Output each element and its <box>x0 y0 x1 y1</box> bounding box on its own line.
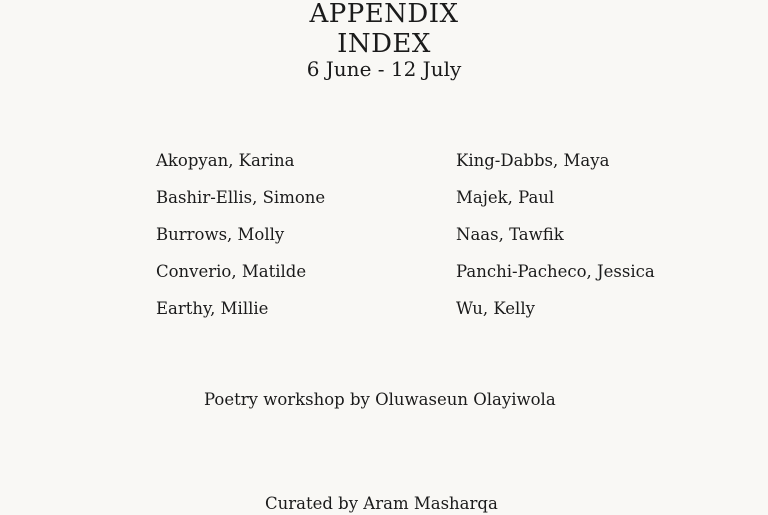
index-column-left <box>156 150 325 335</box>
date-range: 6 June - 12 July <box>306 57 462 81</box>
page-subtitle: INDEX <box>337 29 431 59</box>
index-entry: Bashir-Ellis, Simone <box>156 188 326 207</box>
index-entry: Naas, Tawfik <box>456 225 564 244</box>
index-entry: King-Dabbs, Maya <box>456 151 610 170</box>
curator-credit: Curated by Aram Masharqa <box>265 494 498 513</box>
index-entry: Wu, Kelly <box>456 299 535 318</box>
index-entry: Burrows, Molly <box>156 225 285 244</box>
index-entry: Akopyan, Karina <box>156 151 295 170</box>
index-entry: Converio, Matilde <box>156 262 307 281</box>
index-entry: Earthy, Millie <box>156 299 269 318</box>
index-entry: Majek, Paul <box>456 188 555 207</box>
index-entry: Panchi-Pacheco, Jessica <box>456 262 655 281</box>
index-column-right <box>456 150 655 335</box>
page-title: APPENDIX <box>309 0 459 29</box>
workshop-credit: Poetry workshop by Oluwaseun Olayiwola <box>204 390 556 409</box>
